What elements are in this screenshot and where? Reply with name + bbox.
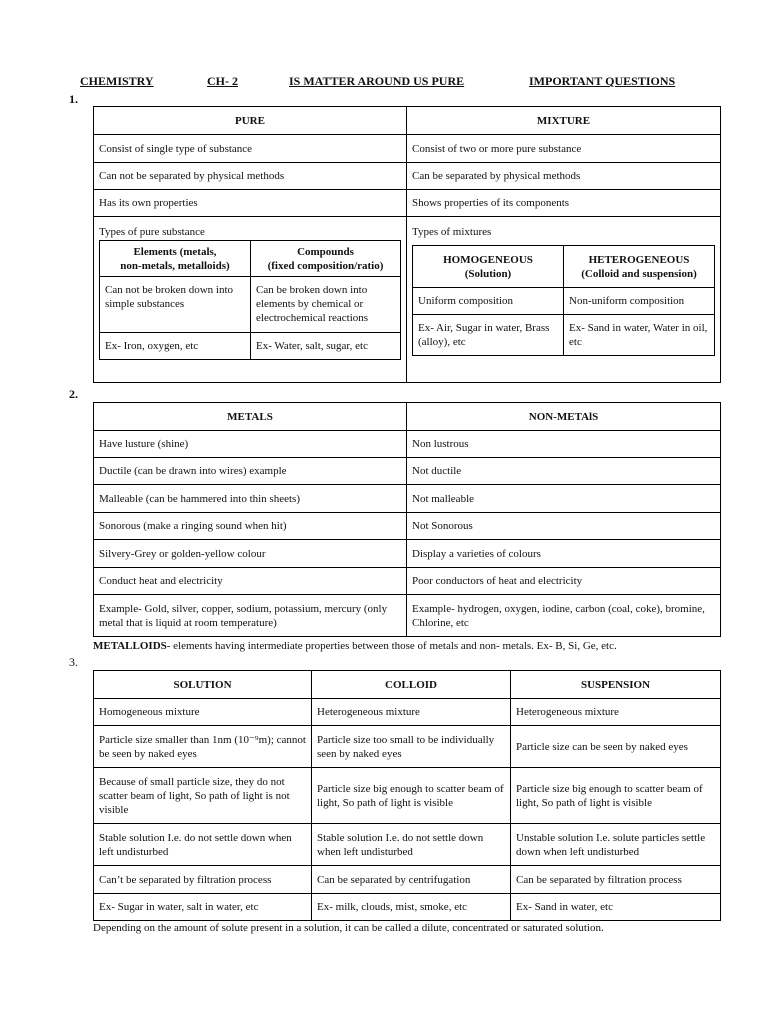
table-row xyxy=(94,403,721,431)
mixture-types-table xyxy=(412,245,715,356)
table-row xyxy=(94,163,721,190)
table-row xyxy=(94,568,721,595)
table-row xyxy=(94,485,721,513)
table-row xyxy=(94,217,721,383)
table-cell: Display a varieties of colours xyxy=(407,540,721,568)
question-number-2: 2. xyxy=(69,387,78,401)
table-row xyxy=(94,768,721,824)
compounds-example: Ex- Water, salt, sugar, etc xyxy=(251,333,401,360)
table-cell: Heterogeneous mixture xyxy=(312,699,511,726)
table-cell: Unstable solution I.e. solute particles settle down when left undisturbed xyxy=(511,824,721,866)
metalloids-text: - elements having intermediate properties between those of metals and non- metals. Ex- B, Si, Ge, etc. xyxy=(166,640,617,652)
table-cell: Not Sonorous xyxy=(407,513,721,540)
table-cell: Particle size too small to be individually seen by naked eyes xyxy=(312,726,511,768)
table-row xyxy=(94,431,721,458)
homogeneous-header xyxy=(413,246,564,288)
table-row xyxy=(100,241,401,277)
metalloids-term: METALLOIDS xyxy=(93,640,167,652)
table-cell: Consist of single type of substance xyxy=(94,135,407,163)
table-row xyxy=(94,726,721,768)
homogeneous-definition: Uniform composition xyxy=(413,288,564,315)
table-cell: Can’t be separated by filtration process xyxy=(94,866,312,894)
table-row xyxy=(413,315,715,356)
table-cell: Have lusture (shine) xyxy=(94,431,407,458)
colloid-header: COLLOID xyxy=(312,671,511,699)
elements-definition: Can not be broken down into simple substances xyxy=(100,277,251,333)
table-row xyxy=(94,866,721,894)
table-cell: Can be separated by physical methods xyxy=(407,163,721,190)
metalloids-note xyxy=(93,639,617,653)
mixture-header: MIXTURE xyxy=(407,107,721,135)
pure-vs-mixture-table xyxy=(93,106,721,383)
table-row xyxy=(94,894,721,921)
table-cell: Example- hydrogen, oxygen, iodine, carbon (coal, coke), bromine, Chlorine, etc xyxy=(407,595,721,637)
solution-header: SOLUTION xyxy=(94,671,312,699)
mixture-types-cell xyxy=(407,217,721,383)
table-row xyxy=(94,107,721,135)
table-cell: Heterogeneous mixture xyxy=(511,699,721,726)
compounds-header-term: Compounds xyxy=(297,245,354,258)
pure-header: PURE xyxy=(94,107,407,135)
mixture-types-label: Types of mixtures xyxy=(412,226,492,238)
suspension-header: SUSPENSION xyxy=(511,671,721,699)
header-kind: IMPORTANT QUESTIONS xyxy=(529,74,676,88)
heterogeneous-header-line2: (Colloid and suspension) xyxy=(581,267,697,280)
header-topic: IS MATTER AROUND US PURE xyxy=(289,74,465,88)
elements-header xyxy=(100,241,251,277)
heterogeneous-header xyxy=(564,246,715,288)
header-subject: CHEMISTRY xyxy=(80,74,154,88)
table-row xyxy=(94,699,721,726)
table-row xyxy=(94,671,721,699)
table-cell: Because of small particle size, they do not scatter beam of light, So path of light is not visible xyxy=(94,768,312,824)
solution-footer-note: Depending on the amount of solute present in a solution, it can be called a dilute, concentrated or saturated solution. xyxy=(93,922,604,934)
table-cell: Can not be separated by physical methods xyxy=(94,163,407,190)
table-cell: Sonorous (make a ringing sound when hit) xyxy=(94,513,407,540)
compounds-header xyxy=(251,241,401,277)
table-cell: Has its own properties xyxy=(94,190,407,217)
table-cell: Ex- Sugar in water, salt in water, etc xyxy=(94,894,312,921)
heterogeneous-example: Ex- Sand in water, Water in oil, etc xyxy=(564,315,715,356)
table-cell: Malleable (can be hammered into thin sheets) xyxy=(94,485,407,513)
table-cell: Ductile (can be drawn into wires) example xyxy=(94,458,407,485)
solution-colloid-suspension-table xyxy=(93,670,721,921)
metals-header: METALS xyxy=(94,403,407,431)
table-row xyxy=(413,288,715,315)
table-cell: Stable solution I.e. do not settle down when left undisturbed xyxy=(312,824,511,866)
table-cell: Particle size can be seen by naked eyes xyxy=(511,726,721,768)
table-cell: Particle size smaller than 1nm (10⁻⁹m); cannot be seen by naked eyes xyxy=(94,726,312,768)
table-cell: Non lustrous xyxy=(407,431,721,458)
table-cell: Can be separated by filtration process xyxy=(511,866,721,894)
homogeneous-example: Ex- Air, Sugar in water, Brass (alloy), etc xyxy=(413,315,564,356)
nonmetals-header: NON-METAlS xyxy=(407,403,721,431)
table-cell: Homogeneous mixture xyxy=(94,699,312,726)
compounds-header-line2: (fixed composition/ratio) xyxy=(267,259,384,272)
table-row xyxy=(413,246,715,288)
table-cell: Example- Gold, silver, copper, sodium, potassium, mercury (only metal that is liquid at room temperature) xyxy=(94,595,407,637)
compounds-definition: Can be broken down into elements by chemical or electrochemical reactions xyxy=(251,277,401,333)
table-cell: Conduct heat and electricity xyxy=(94,568,407,595)
table-row xyxy=(94,595,721,637)
table-row xyxy=(94,824,721,866)
heterogeneous-header-term: HETEROGENEOUS xyxy=(588,253,690,266)
table-cell: Not malleable xyxy=(407,485,721,513)
table-row xyxy=(100,277,401,333)
table-cell: Particle size big enough to scatter beam of light, So path of light is visible xyxy=(312,768,511,824)
header-chapter: CH- 2 xyxy=(207,74,238,88)
elements-header-term: Elements xyxy=(133,245,177,258)
pure-types-label: Types of pure substance xyxy=(99,226,205,238)
homogeneous-header-term: HOMOGENEOUS xyxy=(443,253,533,266)
pure-types-cell xyxy=(94,217,407,383)
table-cell: Can be separated by centrifugation xyxy=(312,866,511,894)
elements-header-rest: (metals, xyxy=(176,245,217,258)
table-cell: Silvery-Grey or golden-yellow colour xyxy=(94,540,407,568)
elements-example: Ex- Iron, oxygen, etc xyxy=(100,333,251,360)
table-row xyxy=(100,333,401,360)
table-cell: Ex- milk, clouds, mist, smoke, etc xyxy=(312,894,511,921)
heterogeneous-definition: Non-uniform composition xyxy=(564,288,715,315)
question-number-3: 3. xyxy=(69,655,78,669)
table-cell: Poor conductors of heat and electricity xyxy=(407,568,721,595)
question-number-1: 1. xyxy=(69,92,78,106)
table-row xyxy=(94,135,721,163)
table-cell: Not ductile xyxy=(407,458,721,485)
table-row xyxy=(94,513,721,540)
homogeneous-header-line2: (Solution) xyxy=(464,267,512,280)
table-row xyxy=(94,458,721,485)
metals-vs-nonmetals-table xyxy=(93,402,721,637)
elements-header-line2: non-metals, metalloids) xyxy=(120,259,230,272)
pure-types-table xyxy=(99,240,401,360)
table-cell: Shows properties of its components xyxy=(407,190,721,217)
table-row xyxy=(94,540,721,568)
table-cell: Particle size big enough to scatter beam of light, So path of light is visible xyxy=(511,768,721,824)
table-cell: Stable solution I.e. do not settle down when left undisturbed xyxy=(94,824,312,866)
table-row xyxy=(94,190,721,217)
table-cell: Consist of two or more pure substance xyxy=(407,135,721,163)
table-cell: Ex- Sand in water, etc xyxy=(511,894,721,921)
